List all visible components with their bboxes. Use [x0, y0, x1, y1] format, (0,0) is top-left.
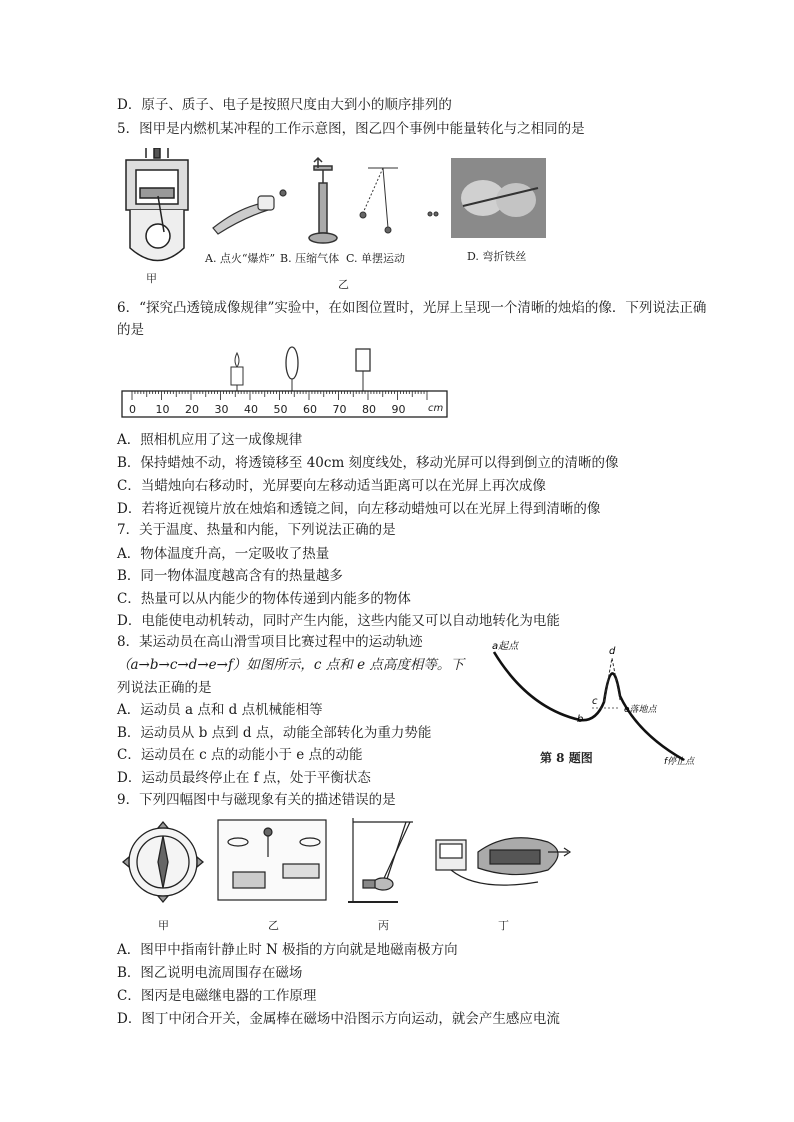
ruler-tick-label: 40 — [244, 403, 258, 416]
ruler-tick-label: 20 — [185, 403, 199, 416]
bending-wire-photo — [451, 158, 546, 238]
point-a-label: a起点 — [492, 641, 519, 652]
ruler-tick-label: 80 — [362, 403, 376, 416]
q6-option-c: C．当蜡烛向右移动时，光屏要向左移动适当距离可以在光屏上再次成像 — [117, 478, 546, 494]
candle — [231, 353, 243, 391]
q5-caption-d: D. 弯折铁丝 — [467, 250, 527, 263]
compass-diagram — [123, 822, 203, 902]
q8-option-d: D．运动员最终停止在 f 点，处于平衡状态 — [117, 770, 371, 786]
q5-stem: 5．图甲是内燃机某冲程的工作示意图，图乙四个事例中能量转化与之相同的是 — [117, 121, 585, 137]
ruler-tick-label: 90 — [391, 403, 406, 416]
q5-caption-b: B. 压缩气体 — [280, 252, 340, 265]
q5-label-jia: 甲 — [146, 272, 157, 285]
air-pump-diagram — [309, 158, 337, 243]
point-d-label: d — [609, 646, 616, 657]
q8-option-c: C．运动员在 c 点的动能小于 e 点的动能 — [117, 747, 363, 763]
spark-ignition-diagram — [213, 190, 286, 234]
q8-stem-line1: 8．某运动员在高山滑雪项目比赛过程中的运动轨迹 — [117, 634, 423, 650]
q9-option-c: C．图丙是电磁继电器的工作原理 — [117, 988, 317, 1004]
current-wire-experiment-diagram — [218, 820, 326, 900]
galvanometer-magnet-diagram — [436, 838, 570, 885]
engine-diagram — [126, 148, 188, 261]
q9-label-jia: 甲 — [158, 919, 169, 932]
q8-option-b: B．运动员从 b 点到 d 点，动能全部转化为重力势能 — [117, 725, 432, 741]
convex-lens — [286, 347, 298, 391]
q4-option-d: D．原子、质子、电子是按照尺度由大到小的顺序排列的 — [117, 97, 452, 113]
q9-magnetism-figure — [118, 812, 578, 916]
q7-option-d: D．电能使电动机转动，同时产生内能，这些内能又可以自动地转化为电能 — [117, 613, 560, 629]
pendulum-diagram — [360, 168, 438, 233]
point-b-label: b — [577, 714, 584, 725]
q8-ski-trajectory-figure — [488, 638, 703, 768]
q7-option-c: C．热量可以从内能少的物体传递到内能多的物体 — [117, 591, 411, 607]
ruler-tick-label: 30 — [214, 403, 229, 416]
q9-label-ding: 丁 — [498, 919, 509, 932]
electromagnet-stand-diagram — [348, 818, 413, 902]
point-c-label: c — [592, 696, 598, 707]
q8-stem-line2: （a→b→c→d→e→f）如图所示，c 点和 e 点高度相等。下 — [117, 657, 464, 673]
q5-caption-c: C. 单摆运动 — [346, 252, 406, 265]
q9-label-yi: 乙 — [268, 919, 279, 932]
ruler-tick-label: 60 — [303, 403, 317, 416]
q6-option-d: D．若将近视镜片放在烛焰和透镜之间，向左移动蜡烛可以在光屏上得到清晰的像 — [117, 501, 601, 517]
q8-stem-line3: 列说法正确的是 — [117, 680, 212, 696]
q9-option-a: A．图甲中指南针静止时 N 极指的方向就是地磁南极方向 — [117, 942, 458, 958]
ruler-tick-label: 50 — [273, 403, 288, 416]
q9-label-bing: 丙 — [378, 919, 389, 932]
ruler-tick-label: 0 — [129, 403, 136, 416]
q7-option-b: B．同一物体温度越高含有的热量越多 — [117, 568, 343, 584]
q8-option-a: A．运动员 a 点和 d 点机械能相等 — [117, 702, 323, 718]
q6-stem-line1: 6．“探究凸透镜成像规律”实验中，在如图位置时，光屏上呈现一个清晰的烛焰的像．下列说法正确 — [117, 300, 707, 316]
point-e-label: e落地点 — [624, 705, 657, 715]
q9-option-b: B．图乙说明电流周围存在磁场 — [117, 965, 303, 981]
light-screen — [356, 349, 370, 391]
q7-stem: 7．关于温度、热量和内能，下列说法正确的是 — [117, 522, 396, 538]
ruler-unit: cm — [428, 403, 444, 414]
q7-option-a: A．物体温度升高，一定吸收了热量 — [117, 546, 330, 562]
q6-option-b: B．保持蜡烛不动，将透镜移至 40cm 刻度线处，移动光屏可以得到倒立的清晰的像 — [117, 455, 619, 471]
q6-stem-line2: 的是 — [117, 322, 144, 338]
q5-label-yi: 乙 — [338, 278, 349, 291]
q5-caption-a: A. 点火“爆炸” — [205, 252, 276, 265]
ruler-tick-label: 10 — [155, 403, 170, 416]
point-f-label: f停止点 — [664, 757, 695, 767]
q6-option-a: A．照相机应用了这一成像规律 — [117, 432, 303, 448]
q9-stem: 9．下列四幅图中与磁现象有关的描述错误的是 — [117, 792, 396, 808]
ruler-tick-label: 70 — [332, 403, 347, 416]
q9-option-d: D．图丁中闭合开关，金属棒在磁场中沿图示方向运动，就会产生感应电流 — [117, 1011, 560, 1027]
q8-figure-caption: 第 8 题图 — [540, 751, 593, 765]
q6-optical-bench-figure — [120, 345, 450, 420]
q5-figure — [118, 148, 548, 288]
